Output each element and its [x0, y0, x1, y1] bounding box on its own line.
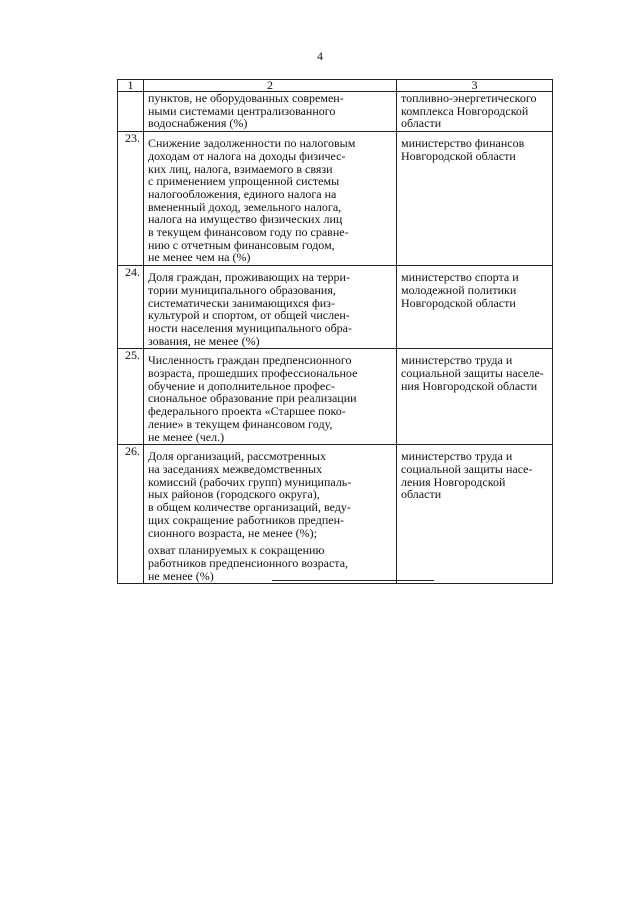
column-number-2: 2: [144, 80, 397, 92]
indicator-text-line: вмененный доход, земельного налога,: [148, 199, 342, 214]
indicator-text-line: систематически занимающихся физ-: [148, 295, 335, 310]
indicator-text-line: пунктов, не оборудованных современ-: [148, 91, 344, 105]
indicator-text-line: охват планируемых к сокращению: [148, 543, 325, 558]
indicator-text-line: федерального проекта «Старшее поко-: [148, 404, 346, 419]
indicator-text-line: ных районов (городского округа),: [148, 487, 320, 502]
responsible-body-cell: [397, 92, 553, 132]
indicator-text-line: щих сокращение работников предпен-: [148, 512, 344, 527]
column-number-row: [118, 80, 553, 92]
indicator-text-line: Доля граждан, проживающих на терри-: [148, 270, 350, 285]
responsible-text-line: области: [401, 116, 442, 131]
indicator-cell: [144, 92, 397, 132]
responsible-body-cell: [397, 132, 553, 266]
indicator-text-line: налога на имущество физических лиц: [148, 212, 343, 227]
responsible-text-line: социальной защиты насе-: [401, 461, 533, 476]
column-number-1: 1: [118, 80, 144, 92]
indicator-text-line: ких лиц, налога, взимаемого в связи: [148, 161, 333, 176]
row-number-cell: 26.: [118, 445, 144, 584]
row-number-cell: [118, 92, 144, 132]
indicator-text-line: ности населения муниципального обра-: [148, 320, 353, 335]
indicator-text-line: не менее (%): [148, 568, 214, 583]
indicator-cell: [144, 445, 397, 584]
indicator-text-line: сиональное образование при реализации: [148, 391, 357, 406]
indicator-cell: [144, 132, 397, 266]
responsible-body-cell: [397, 445, 553, 584]
end-of-document-rule: [272, 580, 434, 581]
responsible-text-line: молодежной политики: [401, 282, 517, 297]
responsible-text-line: ния Новгородской области: [401, 378, 538, 393]
indicator-text-line: Доля организаций, рассмотренных: [148, 449, 326, 464]
page-number: 4: [317, 49, 323, 63]
table-body: [118, 80, 553, 584]
responsible-body-cell: [397, 266, 553, 349]
responsible-text-line: топливно-энергетического: [401, 91, 537, 105]
indicator-text-line: возраста, прошедших профессиональное: [148, 366, 358, 381]
responsible-body-cell: [397, 349, 553, 445]
indicator-text-line: не менее (чел.): [148, 429, 225, 444]
indicator-text-line: водоснабжения (%): [148, 116, 248, 131]
indicator-text-line: с применением упрощенной системы: [148, 174, 340, 189]
indicator-text-line: налогообложения, единого налога на: [148, 186, 337, 201]
indicator-text-line: в общем количестве организаций, веду-: [148, 500, 351, 515]
responsible-text-line: ления Новгородской: [401, 474, 506, 489]
indicator-text-line: тории муниципального образования,: [148, 282, 336, 297]
indicator-text-line: работников предпенсионного возраста,: [148, 555, 349, 570]
indicator-text-line: доходам от налога на доходы физичес-: [148, 148, 346, 163]
responsible-text-line: комплекса Новгородской: [401, 103, 529, 118]
indicator-text-line: сионного возраста, не менее (%);: [148, 525, 317, 540]
indicator-text-line: культурой и спортом, от общей числен-: [148, 308, 350, 323]
table-row: [118, 266, 553, 349]
indicator-text-line: в текущем финансовом году по сравне-: [148, 225, 349, 240]
table-row: [118, 132, 553, 266]
indicator-cell: [144, 349, 397, 445]
row-number-cell: 24.: [118, 266, 144, 349]
indicator-text-line: Снижение задолженности по налоговым: [148, 136, 356, 151]
row-number-cell: 23.: [118, 132, 144, 266]
indicator-text-line: зования, не менее (%): [148, 333, 260, 348]
indicator-text-line: нию с отчетным финансовым годом,: [148, 237, 335, 252]
indicator-text-line: не менее чем на (%): [148, 250, 251, 265]
indicator-cell: [144, 266, 397, 349]
indicator-text-line: обучение и дополнительное профес-: [148, 378, 335, 393]
responsible-text-line: Новгородской области: [401, 295, 516, 310]
indicator-text-line: комиссий (рабочих групп) муниципаль-: [148, 474, 352, 489]
responsible-text-line: социальной защиты населе-: [401, 366, 544, 381]
indicator-text-line: Численность граждан предпенсионного: [148, 353, 352, 368]
indicator-text-line: на заседаниях межведомственных: [148, 461, 323, 476]
table-row-continuation: [118, 92, 553, 132]
row-number-cell: 25.: [118, 349, 144, 445]
responsible-text-line: министерство финансов: [401, 136, 525, 151]
responsible-text-line: министерство труда и: [401, 353, 513, 368]
indicators-table: [117, 79, 553, 584]
responsible-text-line: министерство спорта и: [401, 270, 519, 285]
indicator-text-line: ление» в текущем финансовом году,: [148, 416, 333, 431]
table-row: [118, 445, 553, 584]
indicator-text-line: ными системами централизованного: [148, 103, 336, 118]
column-number-3: 3: [397, 80, 553, 92]
table-row: [118, 349, 553, 445]
responsible-text-line: министерство труда и: [401, 449, 513, 464]
responsible-text-line: области: [401, 487, 442, 502]
responsible-text-line: Новгородской области: [401, 148, 516, 163]
